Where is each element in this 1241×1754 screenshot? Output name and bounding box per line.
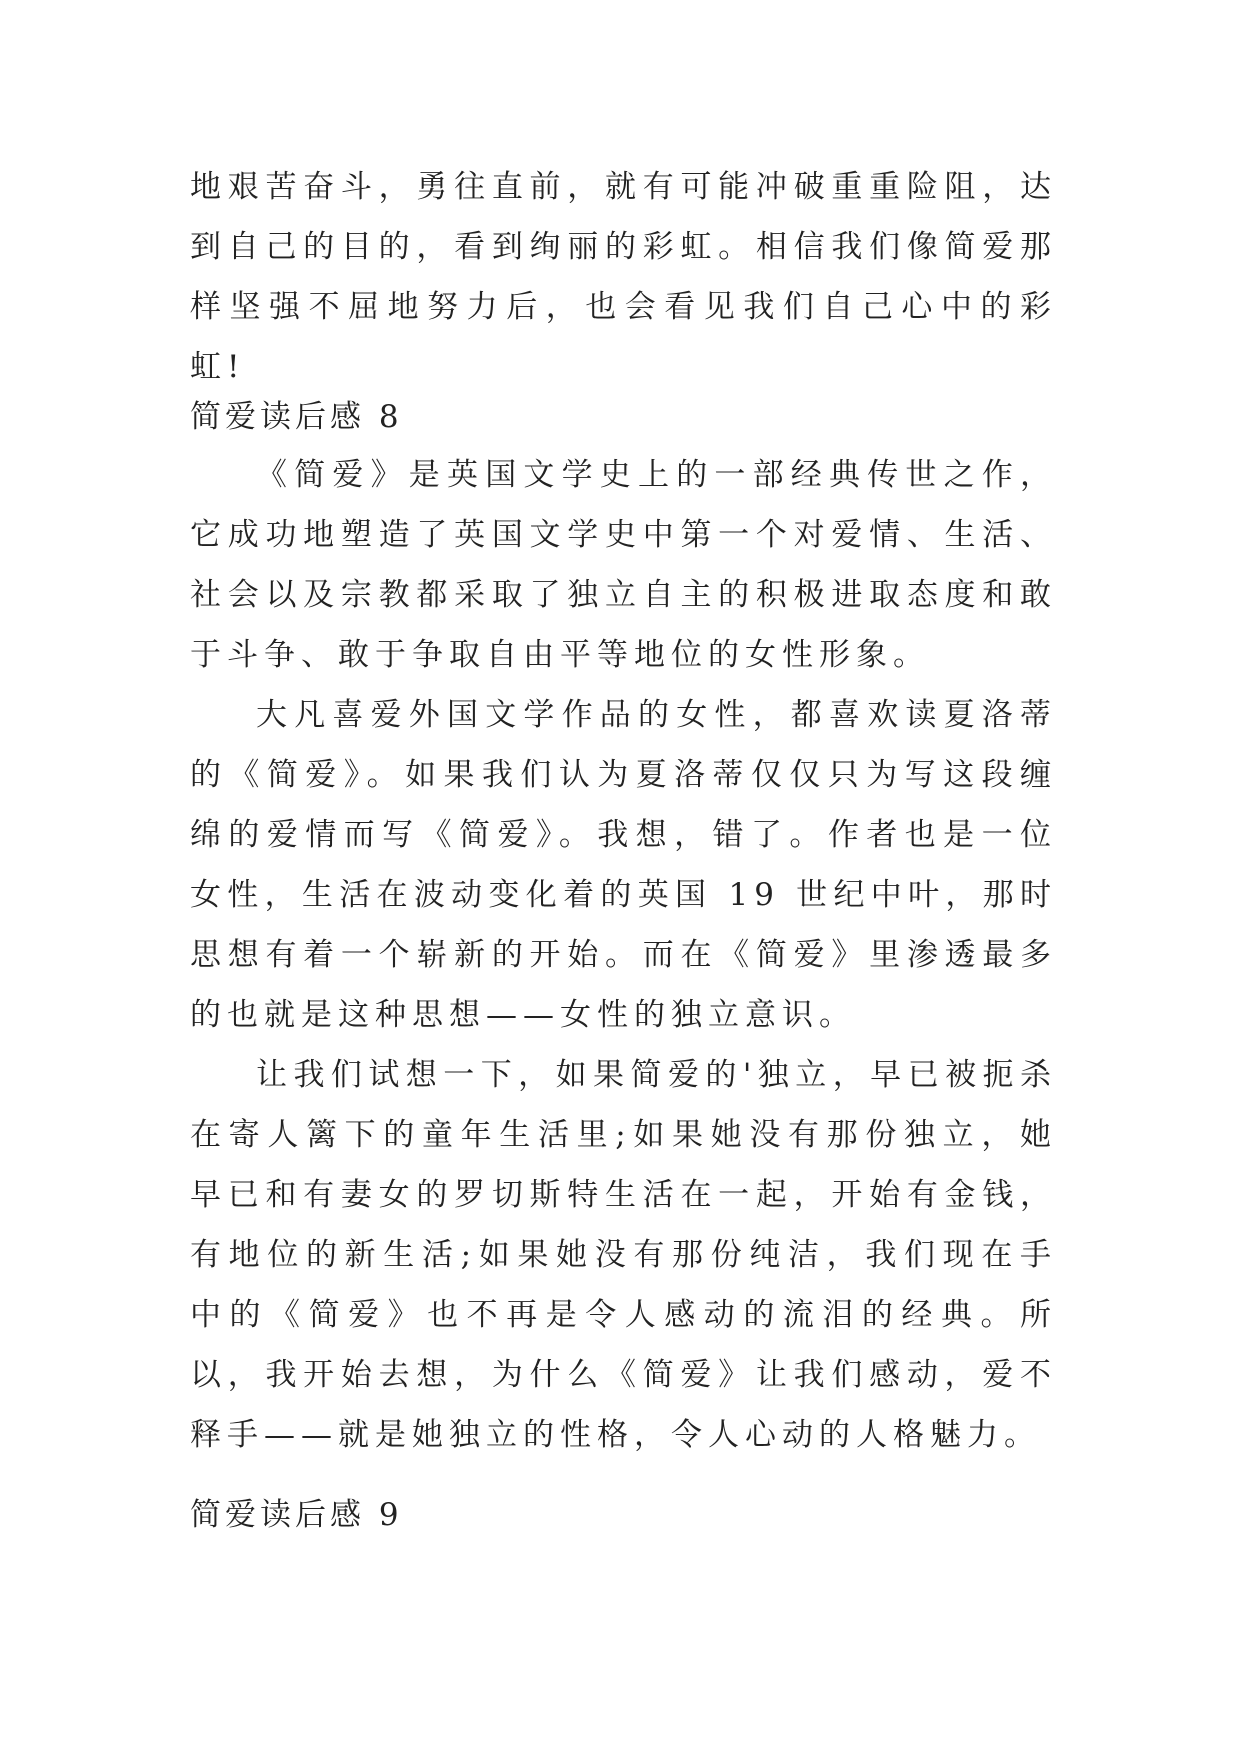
section-heading-9: 简爱读后感 9 xyxy=(190,1497,403,1533)
body-paragraph: 让我们试想一下，如果简爱的'独立，早已被扼杀在寄人篱下的童年生活里;如果她没有那份独立，她早已和有妻女的罗切斯特生活在一起，开始有金钱，有地位的新生活;如果她没有那份纯洁，我们现在手中的《简爱》也不再是令人感动的流泪的经典。所以，我开始去想，为什么《简爱》让我们感动，爱不释手——就是她独立的性格，令人心动的人格魅力。 xyxy=(190,1057,1057,1453)
continuation-paragraph: 地艰苦奋斗，勇往直前，就有可能冲破重重险阻，达到自己的目的，看到绚丽的彩虹。相信我们像简爱那样坚强不屈地努力后，也会看见我们自己心中的彩虹! xyxy=(190,169,1057,385)
body-paragraph: 大凡喜爱外国文学作品的女性，都喜欢读夏洛蒂的《简爱》。如果我们认为夏洛蒂仅仅只为写这段缠绵的爱情而写《简爱》。我想，错了。作者也是一位女性，生活在波动变化着的英国 19 世纪中叶，那时思想有着一个崭新的开始。而在《简爱》里渗透最多的也就是这种思想——女性的独立意识。 xyxy=(190,697,1057,1033)
section-heading-8: 简爱读后感 8 xyxy=(190,399,403,435)
body-paragraph: 《简爱》是英国文学史上的一部经典传世之作，它成功地塑造了英国文学史中第一个对爱情、生活、社会以及宗教都采取了独立自主的积极进取态度和敢于斗争、敢于争取自由平等地位的女性形象。 xyxy=(190,457,1057,673)
section-8-body xyxy=(190,445,1057,1465)
